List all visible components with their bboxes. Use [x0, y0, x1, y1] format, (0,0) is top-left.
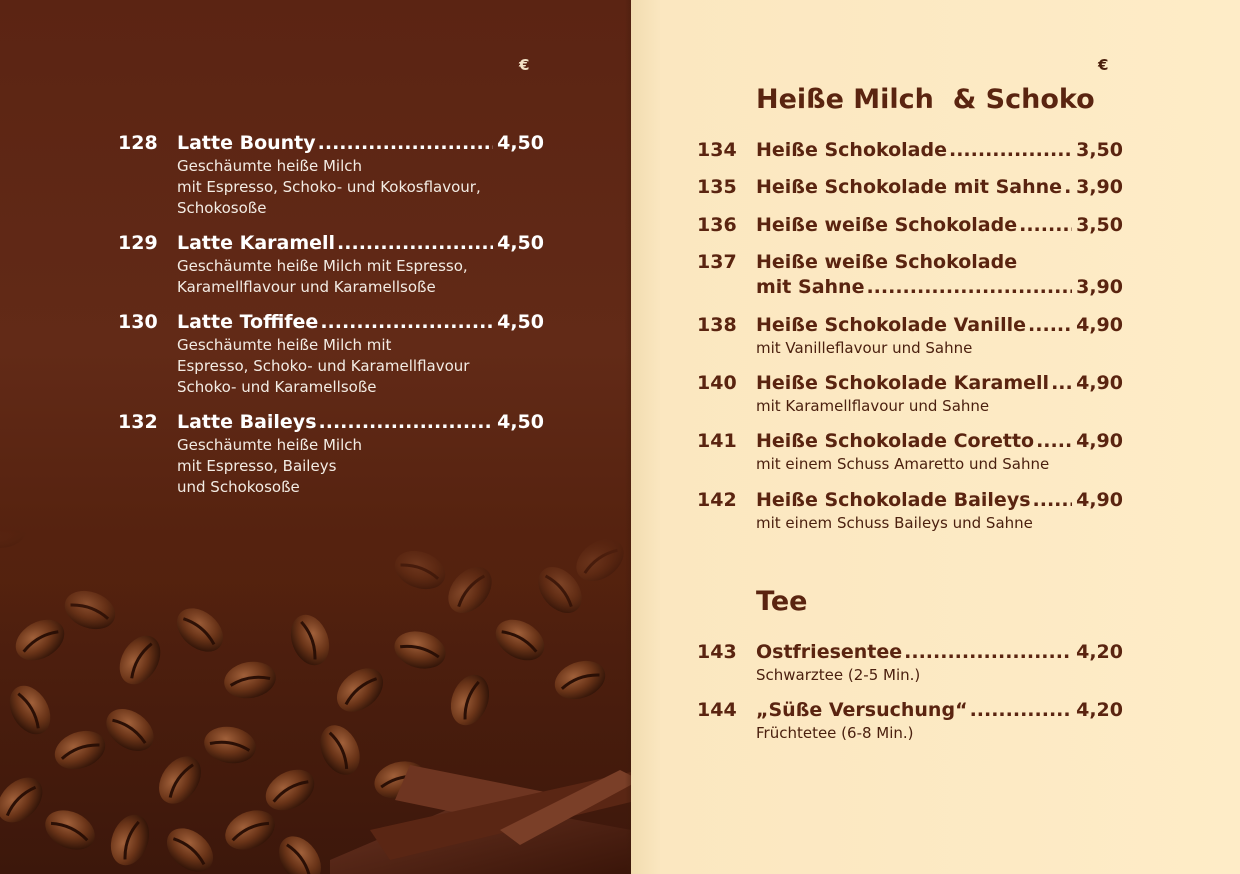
- item-number: 128: [118, 132, 158, 154]
- coffee-beans-chocolate-image: [0, 530, 631, 874]
- item-name-continued: mit Sahne: [756, 276, 865, 298]
- item-name: Heiße weiße Schokolade: [756, 251, 1018, 273]
- currency-header-left: €: [519, 56, 530, 74]
- description-line: Geschäumte heiße Milch mit: [177, 336, 392, 354]
- item-price: 4,50: [497, 232, 544, 254]
- menu-item-142: [697, 488, 1123, 534]
- item-description: mit einem Schuss Baileys und Sahne: [756, 514, 1033, 532]
- description-line: und Schokosoße: [177, 478, 300, 496]
- item-number: 144: [697, 699, 737, 721]
- dot-leader: [1064, 175, 1072, 200]
- item-price: 3,90: [1076, 276, 1123, 298]
- menu-item-129: [118, 231, 544, 298]
- dot-leader: [318, 131, 493, 156]
- item-number: 134: [697, 139, 737, 161]
- item-description: [118, 335, 544, 398]
- item-price: 3,50: [1076, 139, 1123, 161]
- description-line: Geschäumte heiße Milch: [177, 157, 362, 175]
- item-price: 4,20: [1076, 699, 1123, 721]
- item-name: Latte Baileys: [177, 411, 317, 433]
- dot-leader: [1051, 371, 1072, 396]
- menu-item-130: [118, 310, 544, 398]
- item-name: Heiße Schokolade Vanille: [756, 314, 1027, 336]
- item-number: 129: [118, 232, 158, 254]
- description-line: Geschäumte heiße Milch: [177, 436, 362, 454]
- item-number: 135: [697, 176, 737, 198]
- item-description: mit Vanilleflavour und Sahne: [756, 339, 973, 357]
- menu-item-140: [697, 371, 1123, 417]
- item-name: Heiße Schokolade Baileys: [756, 489, 1031, 511]
- item-description: [118, 256, 544, 298]
- item-number: 136: [697, 214, 737, 236]
- item-description: mit einem Schuss Amaretto und Sahne: [756, 455, 1050, 473]
- item-price: 4,50: [497, 311, 544, 333]
- description-line: Karamellflavour und Karamellsoße: [177, 278, 436, 296]
- item-price: 3,50: [1076, 214, 1123, 236]
- dot-leader: [1028, 313, 1072, 338]
- menu-item-136: [697, 213, 1123, 238]
- item-price: 3,90: [1076, 176, 1123, 198]
- dot-leader: [319, 410, 494, 435]
- menu-item-143: [697, 640, 1123, 686]
- dot-leader: [1036, 429, 1072, 454]
- dot-leader: [1019, 213, 1072, 238]
- item-description: mit Karamellflavour und Sahne: [756, 397, 990, 415]
- item-name: Heiße Schokolade Karamell: [756, 372, 1050, 394]
- description-line: Espresso, Schoko- und Karamellflavour: [177, 357, 470, 375]
- item-price: 4,20: [1076, 641, 1123, 663]
- menu-item-141: [697, 429, 1123, 475]
- item-number: 130: [118, 311, 158, 333]
- dot-leader: [949, 138, 1072, 163]
- section-title-milk-chocolate: Heiße Milch & Schoko: [756, 84, 1095, 115]
- item-name: Heiße Schokolade: [756, 139, 947, 161]
- item-description: Schwarztee (2-5 Min.): [756, 666, 921, 684]
- description-line: Geschäumte heiße Milch mit Espresso,: [177, 257, 468, 275]
- right-menu-page: [631, 0, 1240, 874]
- menu-item-134: [697, 138, 1123, 163]
- item-name: „Süße Versuchung“: [756, 699, 968, 721]
- item-price: 4,90: [1076, 314, 1123, 336]
- section-title-tea: Tee: [756, 586, 808, 617]
- item-name: Heiße Schokolade mit Sahne: [756, 176, 1063, 198]
- menu-item-128: [118, 131, 544, 219]
- item-number: 132: [118, 411, 158, 433]
- item-name: Latte Toffifee: [177, 311, 319, 333]
- item-number: 137: [697, 251, 737, 273]
- item-number: 142: [697, 489, 737, 511]
- menu-item-138: [697, 313, 1123, 359]
- item-price: 4,90: [1076, 372, 1123, 394]
- item-price: 4,90: [1076, 430, 1123, 452]
- dot-leader: [1033, 488, 1073, 513]
- item-number: 143: [697, 641, 737, 663]
- dot-leader: [866, 275, 1072, 300]
- menu-item-132: [118, 410, 544, 498]
- dot-leader: [904, 640, 1072, 665]
- currency-header-right: €: [1098, 56, 1109, 74]
- menu-item-144: [697, 698, 1123, 744]
- menu-item-137: [697, 250, 1123, 300]
- item-description: Früchtetee (6-8 Min.): [756, 724, 914, 742]
- dot-leader: [337, 231, 493, 256]
- description-line: Schoko- und Karamellsoße: [177, 378, 377, 396]
- item-name: Latte Bounty: [177, 132, 316, 154]
- item-description: [118, 435, 544, 498]
- item-number: 140: [697, 372, 737, 394]
- description-line: mit Espresso, Baileys: [177, 457, 337, 475]
- dot-leader: [320, 310, 493, 335]
- item-name: Latte Karamell: [177, 232, 336, 254]
- dot-leader: [970, 698, 1073, 723]
- item-number: 138: [697, 314, 737, 336]
- item-price: 4,90: [1076, 489, 1123, 511]
- item-number: 141: [697, 430, 737, 452]
- item-price: 4,50: [497, 411, 544, 433]
- menu-item-135: [697, 175, 1123, 200]
- item-name: Ostfriesentee: [756, 641, 903, 663]
- description-line: mit Espresso, Schoko- und Kokosflavour,: [177, 178, 481, 196]
- item-description: [118, 156, 544, 219]
- item-name: Heiße Schokolade Coretto: [756, 430, 1035, 452]
- item-price: 4,50: [497, 132, 544, 154]
- item-name: Heiße weiße Schokolade: [756, 214, 1018, 236]
- description-line: Schokosoße: [177, 199, 267, 217]
